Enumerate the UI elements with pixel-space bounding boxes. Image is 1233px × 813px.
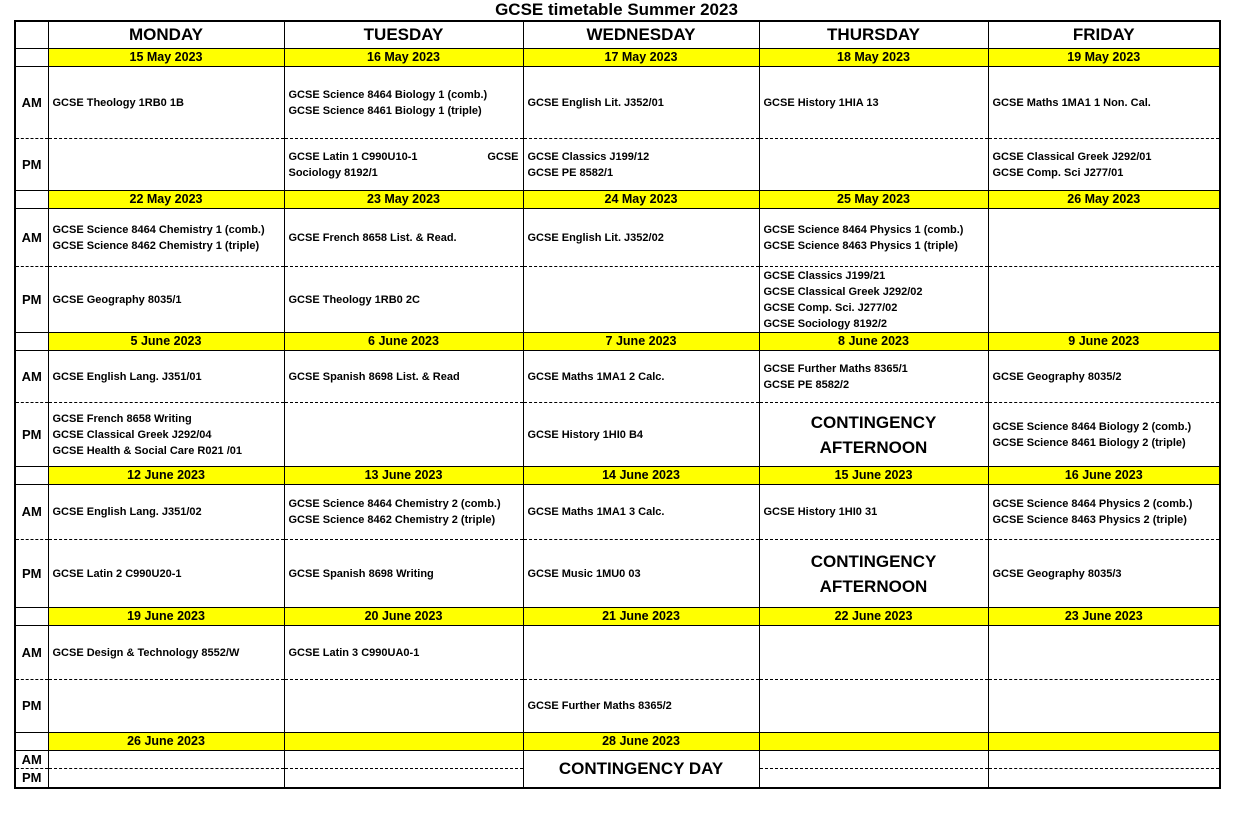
exam-entry: GCSE Geography 8035/2 (992, 370, 1122, 383)
exam-entry: GCSE Science 8464 Physics 2 (comb.) (992, 498, 1193, 510)
exam-entry: GCSE Design & Technology 8552/W (52, 646, 240, 659)
exam-cell (988, 139, 1220, 191)
exam-cell (284, 769, 523, 788)
am-label: AM (15, 751, 48, 769)
exam-cell (523, 67, 759, 139)
exam-cell (523, 209, 759, 267)
exam-cell (759, 680, 988, 733)
day-monday: MONDAY (48, 21, 284, 49)
exam-entry: GCSE English Lang. J351/01 (52, 370, 202, 383)
date-cell: 25 May 2023 (759, 191, 988, 209)
exam-entry: GCSE History 1HI0 B4 (527, 428, 644, 441)
exam-cell (48, 403, 284, 467)
exam-cell (759, 351, 988, 403)
exam-cell (284, 139, 523, 191)
exam-entry: GCSE Theology 1RB0 1B (52, 96, 184, 109)
exam-cell (48, 680, 284, 733)
timetable-grid (14, 20, 1221, 789)
date-cell: 19 May 2023 (988, 49, 1220, 67)
exam-cell (988, 403, 1220, 467)
date-cell: 17 May 2023 (523, 49, 759, 67)
exam-cell (988, 67, 1220, 139)
am-label: AM (15, 351, 48, 403)
date-cell: 13 June 2023 (284, 467, 523, 485)
contingency-line: AFTERNOON (819, 576, 928, 596)
exam-cell (523, 139, 759, 191)
date-cell: 6 June 2023 (284, 333, 523, 351)
exam-entry: GCSE Further Maths 8365/2 (527, 700, 672, 712)
day-wednesday: WEDNESDAY (523, 21, 759, 49)
exam-cell (988, 351, 1220, 403)
exam-entry: GCSE English Lit. J352/02 (527, 231, 664, 244)
exam-entry: GCSE Geography 8035/1 (52, 293, 182, 306)
exam-entry: GCSE Sociology 8192/2 (763, 317, 887, 330)
am-row (15, 751, 1220, 769)
exam-cell (759, 209, 988, 267)
date-cell (988, 733, 1220, 751)
exam-cell (523, 626, 759, 680)
exam-entry: GCSE Comp. Sci. J277/02 (763, 301, 898, 314)
exam-entry: GCSE Latin 2 C990U20-1 (52, 567, 182, 580)
date-cell: 8 June 2023 (759, 333, 988, 351)
exam-entry: Sociology 8192/1 (288, 166, 378, 179)
pm-row (15, 680, 1220, 733)
exam-entry: GCSE History 1HIA 13 (763, 96, 879, 109)
exam-entry: GCSE Maths 1MA1 2 Calc. (527, 370, 665, 383)
day-tuesday: TUESDAY (284, 21, 523, 49)
exam-entry: GCSE Classical Greek J292/04 (52, 428, 212, 441)
exam-entry: GCSE Classical Greek J292/01 (992, 150, 1152, 163)
exam-entry: GCSE Classics J199/21 (763, 269, 886, 282)
exam-cell (523, 540, 759, 608)
exam-entry-fragment: GCSE (487, 150, 519, 163)
exam-entry: GCSE English Lang. J351/02 (52, 506, 202, 518)
date-row (15, 49, 1220, 67)
am-row (15, 485, 1220, 540)
exam-cell (523, 351, 759, 403)
exam-entry: GCSE Theology 1RB0 2C (288, 293, 420, 306)
pm-row (15, 139, 1220, 191)
exam-entry: GCSE Latin 1 C990U10-1 (288, 150, 418, 163)
exam-entry: GCSE Science 8462 Chemistry 2 (triple) (288, 514, 496, 526)
date-cell: 12 June 2023 (48, 467, 284, 485)
exam-entry: GCSE Health & Social Care R021 /01 (52, 444, 243, 457)
date-row (15, 333, 1220, 351)
pm-row (15, 403, 1220, 467)
exam-cell (48, 769, 284, 788)
exam-cell (48, 139, 284, 191)
contingency-line: CONTINGENCY (810, 551, 937, 571)
exam-entry: GCSE Science 8464 Chemistry 1 (comb.) (52, 223, 265, 236)
exam-cell (759, 751, 988, 769)
am-label: AM (15, 485, 48, 540)
exam-entry: GCSE Science 8463 Physics 1 (triple) (763, 239, 958, 252)
date-cell: 28 June 2023 (523, 733, 759, 751)
am-row (15, 67, 1220, 139)
exam-cell (48, 626, 284, 680)
exam-entry: GCSE French 8658 List. & Read. (288, 231, 457, 244)
am-label: AM (15, 626, 48, 680)
pm-label: PM (15, 139, 48, 191)
exam-entry: GCSE Science 8462 Chemistry 1 (triple) (52, 239, 260, 252)
exam-cell (48, 351, 284, 403)
pm-row (15, 267, 1220, 333)
date-cell: 5 June 2023 (48, 333, 284, 351)
date-cell: 16 June 2023 (988, 467, 1220, 485)
exam-entry: GCSE Latin 3 C990UA0-1 (288, 646, 420, 659)
exam-cell (284, 67, 523, 139)
exam-cell (988, 769, 1220, 788)
am-label: AM (15, 209, 48, 267)
pm-label: PM (15, 403, 48, 467)
contingency-day: CONTINGENCY DAY (523, 751, 759, 788)
date-cell: 22 May 2023 (48, 191, 284, 209)
exam-entry: GCSE Spanish 8698 Writing (288, 567, 434, 580)
exam-entry: GCSE History 1HI0 31 (763, 506, 878, 518)
exam-cell (523, 680, 759, 733)
day-friday: FRIDAY (988, 21, 1220, 49)
exam-cell (523, 485, 759, 540)
date-cell: 20 June 2023 (284, 608, 523, 626)
date-cell: 21 June 2023 (523, 608, 759, 626)
exam-cell (988, 209, 1220, 267)
date-row (15, 733, 1220, 751)
date-cell: 15 June 2023 (759, 467, 988, 485)
exam-cell (48, 209, 284, 267)
date-cell: 26 May 2023 (988, 191, 1220, 209)
exam-entry: GCSE Maths 1MA1 1 Non. Cal. (992, 96, 1151, 109)
exam-cell (759, 769, 988, 788)
date-cell: 26 June 2023 (48, 733, 284, 751)
exam-entry: GCSE Science 8464 Physics 1 (comb.) (763, 223, 964, 236)
exam-entry: GCSE Music 1MU0 03 (527, 567, 641, 580)
exam-cell (48, 540, 284, 608)
exam-cell (759, 67, 988, 139)
pm-label: PM (15, 680, 48, 733)
exam-entry: GCSE Science 8461 Biology 1 (triple) (288, 104, 482, 117)
exam-entry: GCSE Spanish 8698 List. & Read (288, 370, 460, 383)
exam-entry: GCSE Geography 8035/3 (992, 567, 1122, 580)
exam-cell (284, 403, 523, 467)
exam-cell (284, 540, 523, 608)
exam-entry: GCSE Science 8463 Physics 2 (triple) (992, 514, 1187, 526)
exam-entry: GCSE English Lit. J352/01 (527, 96, 664, 109)
exam-cell (523, 403, 759, 467)
day-header-row (15, 21, 1220, 49)
exam-cell (988, 267, 1220, 333)
contingency-line: AFTERNOON (819, 437, 928, 457)
exam-cell (284, 351, 523, 403)
exam-cell (284, 267, 523, 333)
am-label: AM (15, 67, 48, 139)
date-cell: 16 May 2023 (284, 49, 523, 67)
exam-cell (48, 485, 284, 540)
exam-cell (988, 751, 1220, 769)
contingency-afternoon (759, 540, 988, 608)
pm-row (15, 540, 1220, 608)
date-cell (759, 733, 988, 751)
exam-entry: GCSE Maths 1MA1 3 Calc. (527, 506, 665, 518)
exam-entry: GCSE French 8658 Writing (52, 412, 192, 425)
date-cell: 7 June 2023 (523, 333, 759, 351)
exam-cell (48, 267, 284, 333)
exam-cell (988, 540, 1220, 608)
date-cell: 19 June 2023 (48, 608, 284, 626)
exam-cell (988, 485, 1220, 540)
date-cell: 23 May 2023 (284, 191, 523, 209)
page-title: GCSE timetable Summer 2023 (495, 0, 738, 19)
corner-cell (15, 21, 48, 49)
exam-cell (759, 267, 988, 333)
am-row (15, 351, 1220, 403)
exam-entry: GCSE Science 8464 Biology 1 (comb.) (288, 88, 488, 101)
exam-cell (523, 267, 759, 333)
am-row (15, 209, 1220, 267)
exam-entry: GCSE Comp. Sci J277/01 (992, 166, 1124, 179)
exam-entry: GCSE Science 8461 Biology 2 (triple) (992, 436, 1186, 449)
exam-entry: GCSE Classical Greek J292/02 (763, 285, 923, 298)
date-cell: 15 May 2023 (48, 49, 284, 67)
date-cell: 22 June 2023 (759, 608, 988, 626)
exam-cell (988, 626, 1220, 680)
date-cell: 23 June 2023 (988, 608, 1220, 626)
exam-entry: GCSE Classics J199/12 (527, 150, 650, 163)
pm-label: PM (15, 769, 48, 788)
contingency-line: CONTINGENCY (810, 412, 937, 432)
date-cell: 14 June 2023 (523, 467, 759, 485)
exam-entry: GCSE PE 8582/2 (763, 378, 850, 391)
date-row (15, 467, 1220, 485)
exam-cell (988, 680, 1220, 733)
date-cell: 9 June 2023 (988, 333, 1220, 351)
exam-cell (759, 139, 988, 191)
date-cell: 24 May 2023 (523, 191, 759, 209)
exam-cell (284, 626, 523, 680)
exam-entry: GCSE Science 8464 Biology 2 (comb.) (992, 420, 1192, 433)
exam-entry: GCSE Further Maths 8365/1 (763, 362, 908, 375)
exam-cell (284, 209, 523, 267)
exam-cell (284, 485, 523, 540)
exam-entry: GCSE PE 8582/1 (527, 166, 614, 179)
pm-label: PM (15, 540, 48, 608)
date-cell (284, 733, 523, 751)
exam-cell (759, 626, 988, 680)
exam-cell (284, 751, 523, 769)
date-cell: 18 May 2023 (759, 49, 988, 67)
day-thursday: THURSDAY (759, 21, 988, 49)
exam-entry: GCSE Science 8464 Chemistry 2 (comb.) (288, 498, 501, 510)
date-row (15, 191, 1220, 209)
pm-label: PM (15, 267, 48, 333)
exam-cell (48, 67, 284, 139)
date-row (15, 608, 1220, 626)
contingency-afternoon (759, 403, 988, 467)
exam-cell (48, 751, 284, 769)
am-row (15, 626, 1220, 680)
exam-cell (759, 485, 988, 540)
exam-cell (284, 680, 523, 733)
